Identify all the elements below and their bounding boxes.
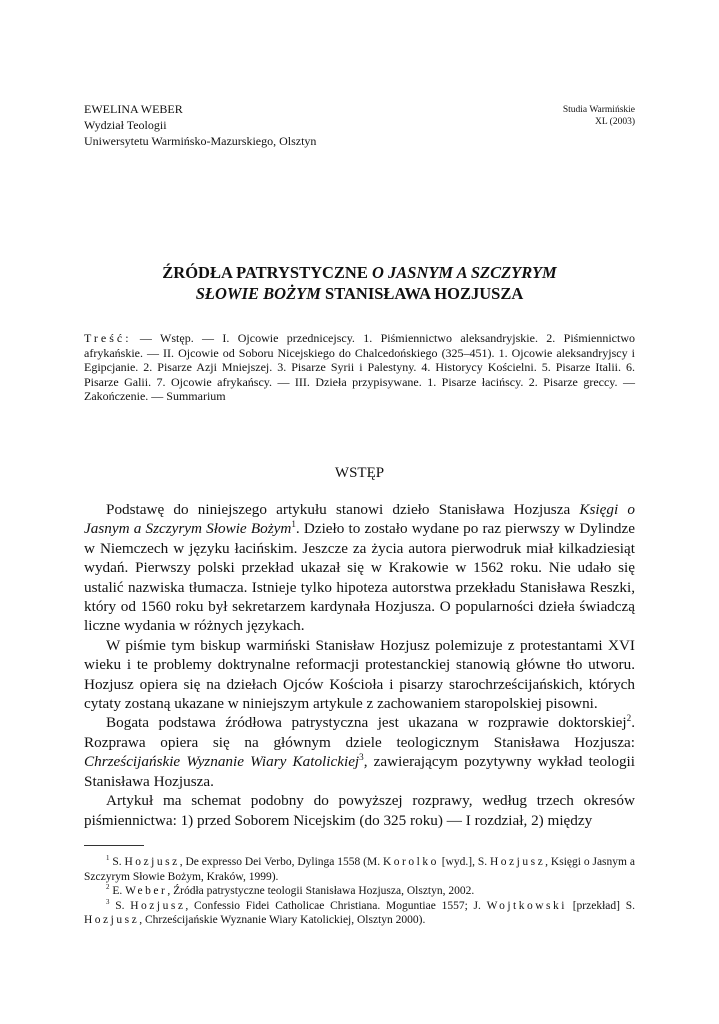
fn2-text: , Źródła patrystyczne teologii Stanisława Hozjusza, Olsztyn, 2002. <box>167 885 475 898</box>
p3-text-c: , zawierającym pozytywny wykład teologii Stanisława Hozjusza. <box>84 753 635 790</box>
paragraph-3 <box>84 713 635 791</box>
journal-block <box>563 104 635 128</box>
footnote-3-number: 3 <box>106 898 110 906</box>
paragraph-2: W piśmie tym biskup warmiński Stanisław Hozjusz polemizuje z protestantami XVI wieku i te problemy doktrynalne reformacji protestanckiej stanowią główne tło utworu. Hozjusz opiera się na dziełach Ojców Kościoła i pisarzy starochrześcijańskich, których cytaty zostaną ukazane w niniejszym artykule z zachowaniem staropolskiej pisowni. <box>84 636 635 713</box>
paragraph-1 <box>84 500 635 636</box>
title-part-4: STANISŁAWA HOZJUSZA <box>320 284 524 303</box>
footnote-2-number: 2 <box>106 884 110 892</box>
p3-text-a: Bogata podstawa źródłowa patrystyczna jest ukazana w rozprawie doktorskiej <box>106 714 627 732</box>
title-part-2: O JASNYM A SZCZYRYM <box>371 263 557 282</box>
footnote-3: $^3$ S. Hozjusz, Confessio Fidei Catholicae Christiana. Moguntiae 1557; J. Wojtkowski [przekład] S. Hozjusz, Chrześcijańskie Wyznanie Wiary Katolickiej, Olsztyn 2000). <box>84 898 635 927</box>
section-heading: WSTĘP <box>334 465 385 481</box>
fn1-text-a: , De expresso Dei Verbo, Dylinga 1558 (M. <box>179 856 383 868</box>
contents-text: — Wstęp. — I. Ojcowie przednicejscy. 1. Piśmiennictwo aleksandryjskie. 2. Piśmiennictwo afrykańskie. — II. Ojcowie od Soboru Nicejskiego do Chalcedońskiego (325–451). 1. Ojcowie aleksandryjscy i Egipcjanie. 2. Pisarze Azji Mniejszej. 3. Pisarze Syrii i Palestyny. 4. Historycy Kościelni. 5. Pisarze Italii. 6. Pisarze Galii. 7. Ojcowie afrykańscy. — III. Dzieła przypisywane. 1. Pisarze łacińscy. 2. Pisarze greccy. — Zakończenie. — Summarium <box>84 331 635 404</box>
fn1-text-c: , Księgi o Jasnym a Szczyrym Słowie Bożym, Kraków, 1999). <box>84 856 635 883</box>
table-of-contents <box>84 331 635 404</box>
p3-italic-title: Chrześcijańskie Wyznanie Wiary Katolickiej <box>84 753 360 771</box>
title-part-1: ŹRÓDŁA PATRYSTYCZNE <box>162 263 372 282</box>
footnotes <box>84 855 635 928</box>
p1-italic-title: Księgi o Jasnym a Szczyrym Słowie Bożym <box>84 501 635 538</box>
p1-text-a: Podstawę do niniejszego artykułu stanowi dzieło Stanisława Hozjusza <box>106 501 580 518</box>
footnote-1: $^1$ S. Hozjusz, De expresso Dei Verbo, Dylinga 1558 (M. Korolko [wyd.], S. Hozjusz, Księgi o Jasnym a Szczyrym Słowie Bożym, Kraków, 1999). <box>84 855 635 883</box>
p1-text-b: . Dzieło to zostało wydane po raz pierwszy w Dylindze w Niemczech w języku łacińskim. Jeszcze za życia autora pierwodruk miał kilkadziesiąt wydań. Pierwszy polski przekład ukazał się w Krakowie w 1562 roku. Nie udało się ustalić nazwiska tłumacza. Istnieje tylko hipoteza autorstwa przekładu Stanisława Reszki, który od 1560 roku był sekretarzem kardynała Hozjusza. O popularności dzieła świadczą liczne wydania w różnych językach. <box>84 520 635 635</box>
title-part-3: SŁOWIE BOŻYM <box>195 284 321 303</box>
fn1-author-1: Hozjusz <box>124 856 180 868</box>
author-name: EWELINA WEBER <box>84 102 183 116</box>
p3-text-b: . Rozprawa opiera się na głównym dziele teologicznym Stanisława Hozjusza: <box>84 714 635 751</box>
footnote-divider <box>84 845 144 846</box>
fn3-author-3: Hozjusz <box>84 914 140 927</box>
fn3-text-c: , Chrześcijańskie Wyznanie Wiary Katolickiej, Olsztyn 2000). <box>139 914 426 927</box>
journal-name: Studia Warmińskie <box>562 105 635 115</box>
affiliation-line-1: Wydział Teologii <box>84 118 167 132</box>
fn2-author: Weber <box>125 885 168 898</box>
author-block <box>84 101 316 149</box>
body-text <box>84 500 635 830</box>
contents-label: Treść: <box>84 331 132 345</box>
journal-volume: XL (2003) <box>594 117 635 127</box>
fn3-author-2: Wojtkowski <box>486 899 567 912</box>
paragraph-4: Artykuł ma schemat podobny do powyższej rozprawy, według trzech okresów piśmiennictwa: 1) przed Soborem Nicejskim (do 325 roku) — I rozdział, 2) między <box>84 792 635 829</box>
fn3-text-b: [przekład] S. <box>566 899 635 912</box>
fn1-author-2: Korolko <box>383 856 439 868</box>
footnote-ref-1[interactable]: 1 <box>291 519 296 530</box>
footnote-2: $^2$ E. Weber, Źródła patrystyczne teologii Stanisława Hozjusza, Olsztyn, 2002. <box>106 884 475 898</box>
footnote-ref-2[interactable]: 2 <box>626 713 632 724</box>
affiliation-line-2: Uniwersytetu Warmińsko-Mazurskiego, Olsztyn <box>84 134 317 148</box>
fn3-author-1: Hozjusz <box>130 899 186 912</box>
footnote-ref-3[interactable]: 3 <box>359 752 364 763</box>
article-title <box>84 262 635 304</box>
fn3-text-a: , Confessio Fidei Catholicae Christiana. Moguntiae 1557; J. <box>185 899 487 912</box>
fn1-author-3: Hozjusz <box>489 856 546 868</box>
fn1-text-b: [wyd.], S. <box>438 856 490 868</box>
footnote-1-number: 1 <box>106 855 110 863</box>
